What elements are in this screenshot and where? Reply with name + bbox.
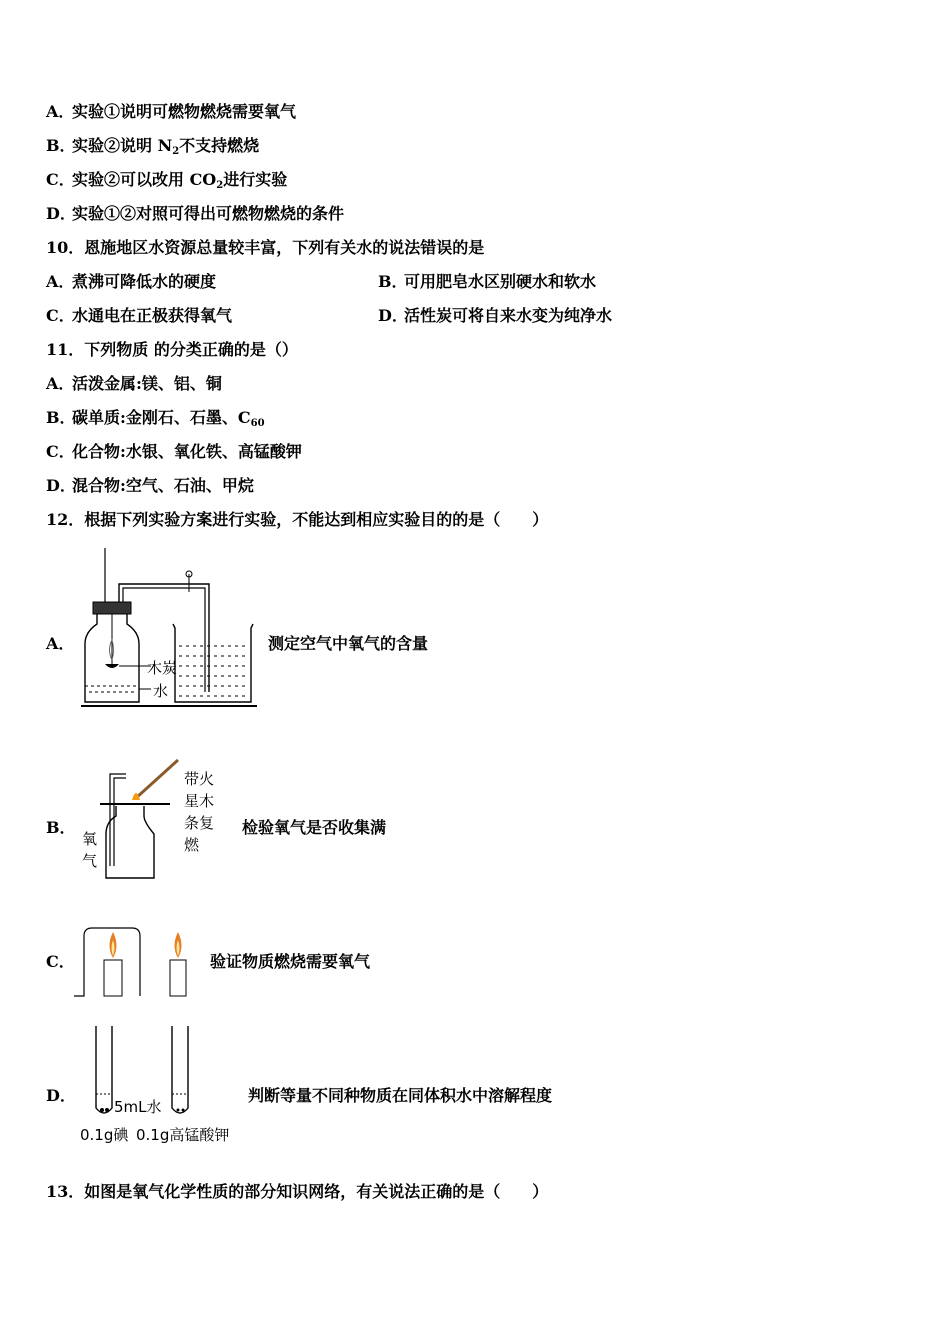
option-text: 碳单质:金刚石、石墨、C (72, 408, 251, 427)
splint-label-line: 燃 (184, 836, 200, 854)
splint-label-line: 星木 (184, 792, 215, 810)
charcoal-label: 木炭 (147, 659, 178, 677)
q10-option-a (46, 272, 216, 292)
q12-option-b-caption: 检验氧气是否收集满 (242, 818, 387, 837)
subscript: 2 (216, 180, 224, 191)
q11-stem: 11．下列物质 的分类正确的是（） (46, 340, 298, 359)
option-text: 化合物:水银、氧化铁、高锰酸钾 (72, 442, 302, 461)
q12-option-b-label: B． (46, 818, 76, 837)
option-label: B． (378, 272, 408, 291)
q11-option-d (46, 476, 254, 496)
water-label: 水 (153, 682, 169, 700)
option-text: 混合物:空气、石油、甲烷 (72, 476, 254, 495)
iodine-label: 0.1g碘 (80, 1126, 129, 1144)
option-label: D． (46, 476, 76, 495)
option-text: 实验②可以改用 CO (72, 170, 217, 189)
q10-option-d (378, 306, 612, 326)
q12-option-d-caption: 判断等量不同种物质在同体积水中溶解程度 (248, 1086, 553, 1105)
test-tubes-solubility-figure (80, 1024, 240, 1144)
subscript: 60 (250, 418, 265, 429)
q12-option-a-label: A． (46, 634, 75, 653)
oxygen-label (82, 828, 97, 872)
oxygen-label-line: 气 (82, 852, 98, 870)
q9-option-a (46, 102, 296, 122)
option-label: A． (46, 374, 75, 393)
q11-option-c (46, 442, 302, 462)
option-label: A． (46, 272, 75, 291)
q9-option-c (46, 170, 287, 196)
option-text: 水通电在正极获得氧气 (72, 306, 233, 325)
splint-label-line: 带火 (184, 770, 215, 788)
water-volume-label: 5mL水 (114, 1098, 162, 1116)
q12-option-d-label: D． (46, 1086, 76, 1105)
candle-experiment-figure (70, 924, 200, 1000)
option-text: 可用肥皂水区别硬水和软水 (404, 272, 597, 291)
oxygen-label-line: 氧 (82, 830, 98, 848)
option-text: 实验②说明 N (72, 136, 173, 155)
option-text: 活性炭可将自来水变为纯净水 (404, 306, 613, 325)
option-text: 进行实验 (223, 170, 288, 189)
apparatus-oxygen-full-check-figure (80, 758, 240, 884)
q10-stem: 10．恩施地区水资源总量较丰富，下列有关水的说法错误的是 (46, 238, 485, 257)
q12-option-a-caption: 测定空气中氧气的含量 (268, 634, 429, 653)
q11-option-b (46, 408, 265, 434)
option-text: 煮沸可降低水的硬度 (72, 272, 217, 291)
q13-stem: 13．如图是氧气化学性质的部分知识网络，有关说法正确的是（ ） (46, 1182, 549, 1201)
q12-option-c-label: C． (46, 952, 75, 971)
option-label: D． (46, 204, 76, 223)
option-label: C． (46, 306, 75, 325)
q10-option-c (46, 306, 232, 326)
kmno4-label: 0.1g高锰酸钾 (136, 1126, 230, 1144)
q9-option-b (46, 136, 259, 162)
option-text: 实验①说明可燃物燃烧需要氧气 (72, 102, 297, 121)
option-label: B． (46, 408, 76, 427)
q11-option-a (46, 374, 222, 394)
q9-option-d (46, 204, 344, 224)
option-text: 实验①②对照可得出可燃物燃烧的条件 (72, 204, 345, 223)
apparatus-oxygen-content-figure (75, 544, 265, 712)
splint-label-line: 条复 (184, 814, 215, 832)
splint-label (184, 768, 214, 856)
option-label: C． (46, 170, 75, 189)
q12-option-c-caption: 验证物质燃烧需要氧气 (210, 952, 371, 971)
option-label: B． (46, 136, 76, 155)
option-text: 活泼金属:镁、铝、铜 (72, 374, 222, 393)
option-label: A． (46, 102, 75, 121)
q10-option-b (378, 272, 596, 292)
option-label: C． (46, 442, 75, 461)
q12-stem: 12．根据下列实验方案进行实验，不能达到相应实验目的的是（ ） (46, 510, 549, 529)
option-text: 不支持燃烧 (179, 136, 260, 155)
option-label: D． (378, 306, 408, 325)
subscript: 2 (172, 146, 180, 157)
